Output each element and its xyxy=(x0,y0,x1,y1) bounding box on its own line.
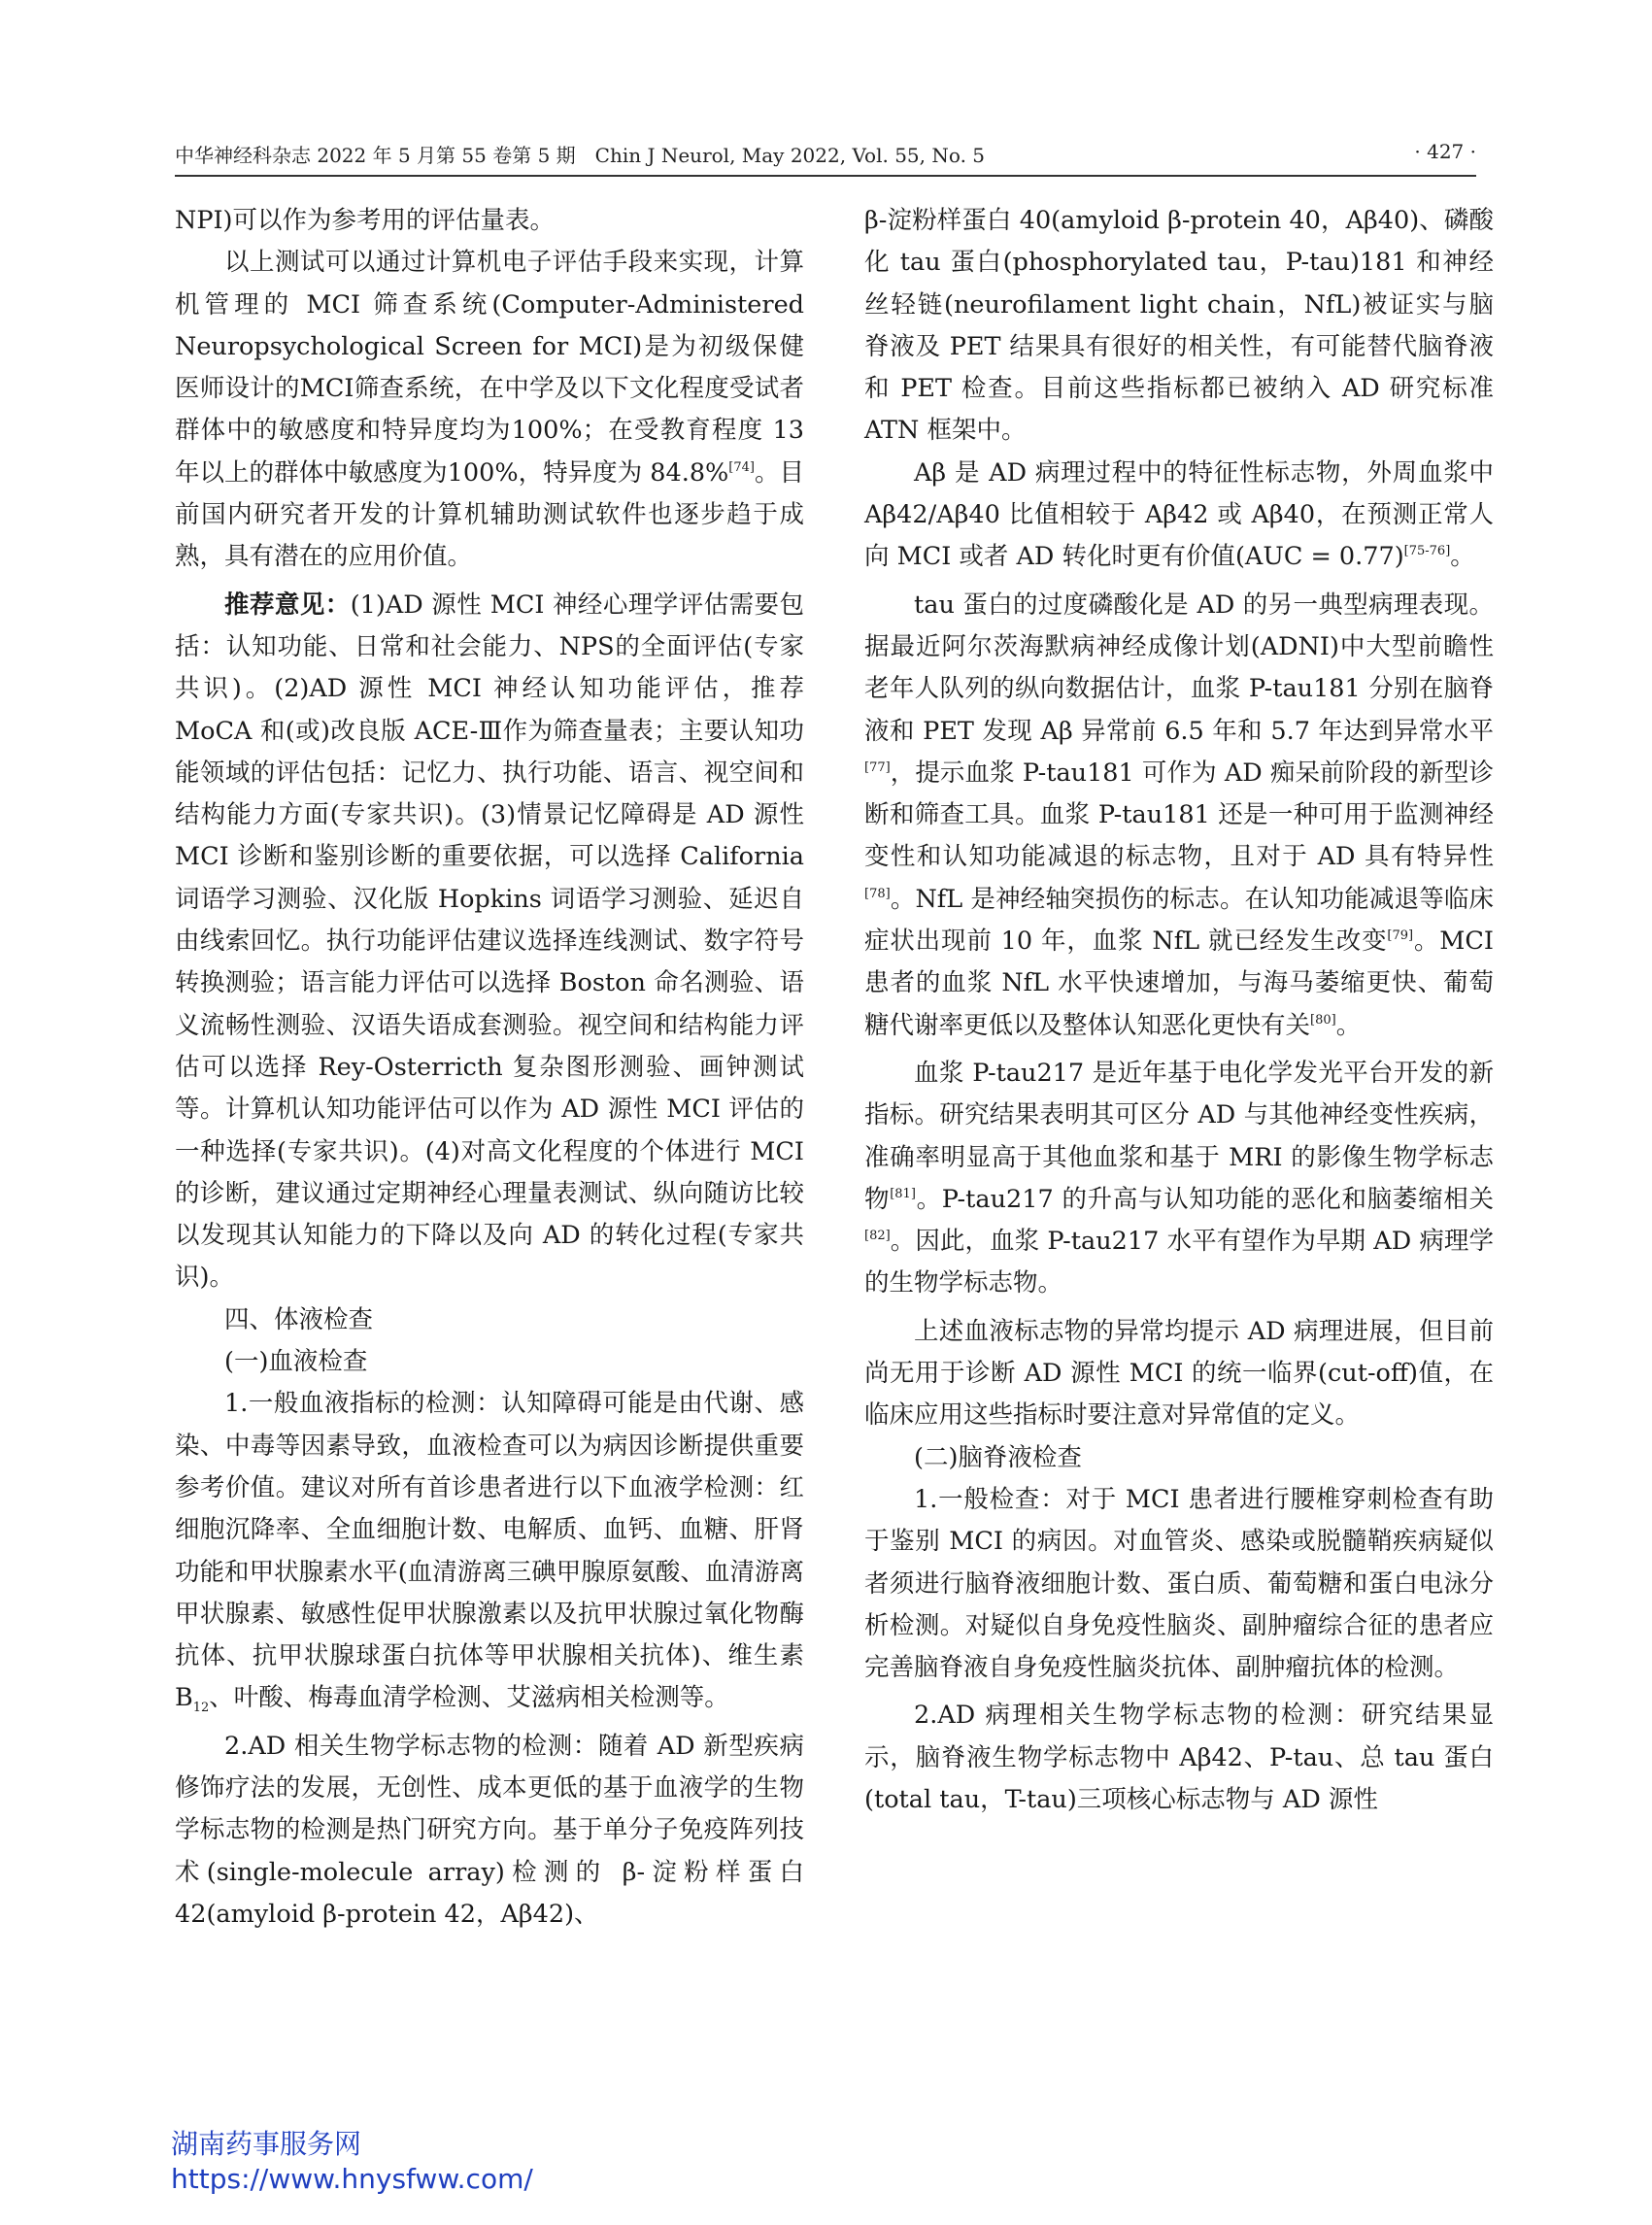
paragraph: 以上测试可以通过计算机电子评估手段来实现，计算机管理的 MCI 筛查系统(Computer-Administered Neuropsychological Screen for MCI)是为初级保健医师设计的MCI筛查系统，在中学及以下文化程度受试者群体中的敏感度和特异度均为100%；在受教育程度 13 年以上的群体中敏感度为100%，特异度为 84.8%[74]。目前国内研究者开发的计算机辅助测试软件也逐步趋于成熟，具有潜在的应用价值。 xyxy=(175,248,804,572)
paragraph: 2.AD 病理相关生物学标志物的检测：研究结果显示，脑脊液生物学标志物中 Aβ42、P-tau、总 tau 蛋白(total tau，T-tau)三项核心标志物与 AD 源性 xyxy=(864,1701,1494,1814)
right-column xyxy=(864,200,1494,1821)
paragraph: 2.AD 相关生物学标志物的检测：随着 AD 新型疾病修饰疗法的发展，无创性、成本更低的基于血液学的生物学标志物的检测是热门研究方向。基于单分子免疫阵列技术(single-molecule array)检测的 β-淀粉样蛋白 42(amyloid β-protein 42，Aβ42)、 xyxy=(175,1731,804,1929)
paragraph: 1.一般检查：对于 MCI 患者进行腰椎穿刺检查有助于鉴别 MCI 的病因。对血管炎、感染或脱髓鞘疾病疑似者须进行脑脊液细胞计数、蛋白质、葡萄糖和蛋白电泳分析检测。对疑似自身免疫性脑炎、副肿瘤综合征的患者应完善脑脊液自身免疫性脑炎抗体、副肿瘤抗体的检测。 xyxy=(864,1484,1494,1683)
citation-ref: [78] xyxy=(864,886,891,901)
paragraph: 血浆 P-tau217 是近年基于电化学发光平台开发的新指标。研究结果表明其可区分 AD 与其他神经变性疾病，准确率明显高于其他血浆和基于 MRI 的影像生物学标志物[81]。P-tau217 的升高与认知功能的恶化和脑萎缩相关[82]。因此，血浆 P-tau217 水平有望作为早期 AD 病理学的生物学标志物。 xyxy=(864,1058,1494,1298)
subsection-heading: (二)脑脊液检查 xyxy=(914,1442,1082,1472)
citation-ref: [77] xyxy=(864,759,891,775)
paragraph: Aβ 是 AD 病理过程中的特征性标志物，外周血浆中 Aβ42/Aβ40 比值相较于 Aβ42 或 Aβ40，在预测正常人向 MCI 或者 AD 转化时更有价值(AUC = 0.77)[75-76]。 xyxy=(864,457,1494,572)
paragraph: tau 蛋白的过度磷酸化是 AD 的另一典型病理表现。据最近阿尔茨海默病神经成像计划(ADNI)中大型前瞻性老年人队列的纵向数据估计，血浆 P-tau181 分别在脑脊液和 PET 发现 Aβ 异常前 6.5 年和 5.7 年达到异常水平[77]，提示血浆 P-tau181 可作为 AD 痴呆前阶段的新型诊断和筛查工具。血浆 P-tau181 还是一种可用于监测神经变性和认知功能减退的标志物，且对于 AD 具有特异性[78]。NfL 是神经轴突损伤的标志。在认知功能减退等临床症状出现前 10 年，血浆 NfL 就已经发生改变[79]。MCI 患者的血浆 NfL 水平快速增加，与海马萎缩更快、葡萄糖代谢率更低以及整体认知恶化更快有关[80]。 xyxy=(864,590,1494,1040)
header-rule xyxy=(175,175,1476,177)
citation-ref: [82] xyxy=(864,1229,891,1244)
citation-ref: [80] xyxy=(1310,1012,1336,1028)
page-number: · 427 · xyxy=(1414,140,1476,163)
citation-ref: [75-76] xyxy=(1403,544,1451,559)
paragraph: 1.一般血液指标的检测：认知障碍可能是由代谢、感染、中毒等因素导致，血液检查可以为病因诊断提供重要参考价值。建议对所有首诊患者进行以下血液学检测：红细胞沉降率、全血细胞计数、电解质、血钙、血糖、肝肾功能和甲状腺素水平(血清游离三碘甲腺原氨酸、血清游离甲状腺素、敏感性促甲状腺激素以及抗甲状腺过氧化物酶抗体、抗甲状腺球蛋白抗体等甲状腺相关抗体)、维生素 $B_{12}$、叶酸、梅毒血清学检测、艾滋病相关检测等。 xyxy=(175,1389,804,1716)
watermark-url[interactable]: https://www.hnysfww.com/ xyxy=(171,2163,533,2195)
watermark-footer xyxy=(171,2127,533,2197)
recommendation-paragraph: 推荐意见：(1)AD 源性 MCI 神经心理学评估需要包括：认知功能、日常和社会能力、NPS的全面评估(专家共识)。(2)AD 源性 MCI 神经认知功能评估，推荐 MoCA 和(或)改良版 ACE-Ⅲ作为筛查量表；主要认知功能领域的评估包括：记忆力、执行功能、语言、视空间和结构能力方面(专家共识)。(3)情景记忆障碍是 AD 源性 MCI 诊断和鉴别诊断的重要依据，可以选择 California 词语学习测验、汉化版 Hopkins 词语学习测验、延迟自由线索回忆。执行功能评估建议选择连线测试、数字符号转换测验；语言能力评估可以选择 Boston 命名测验、语义流畅性测验、汉语失语成套测验。视空间和结构能力评估可以选择 Rey-Osterricth 复杂图形测验、画钟测试等。计算机认知功能评估可以作为 AD 源性 MCI 评估的一种选择(专家共识)。(4)对高文化程度的个体进行 MCI 的诊断，建议通过定期神经心理量表测试、纵向随访比较以发现其认知能力的下降以及向 AD 的转化过程(专家共识)。 xyxy=(175,590,804,1293)
left-column xyxy=(175,200,804,1936)
citation-ref: [81] xyxy=(890,1186,916,1201)
recommendation-label: 推荐意见： xyxy=(224,590,351,620)
running-header xyxy=(175,134,1476,169)
paragraph: β-淀粉样蛋白 40(amyloid β-protein 40，Aβ40)、磷酸化 tau 蛋白(phosphorylated tau，P-tau)181 和神经丝轻链(neurofilament light chain，NfL)被证实与脑脊液及 PET 结果具有很好的相关性，有可能替代脑脊液和 PET 检查。目前这些指标都已被纳入 AD 研究标准 ATN 框架中。 xyxy=(864,206,1494,446)
section-heading: 四、体液检查 xyxy=(224,1304,374,1334)
citation-ref: [79] xyxy=(1387,928,1414,944)
subsection-heading: (一)血液检查 xyxy=(224,1347,368,1377)
journal-citation: 中华神经科杂志 2022 年 5 月第 55 卷第 5 期 Chin J Neurol, May 2022, Vol. 55, No. 5 xyxy=(175,144,986,167)
watermark-site-name: 湖南药事服务网 xyxy=(171,2128,362,2160)
paragraph: NPI)可以作为参考用的评估量表。 xyxy=(175,206,555,235)
citation-ref: [74] xyxy=(728,459,755,475)
paragraph: 上述血液标志物的异常均提示 AD 病理进展，但目前尚无用于诊断 AD 源性 MCI 的统一临界(cut-off)值，在临床应用这些指标时要注意对异常值的定义。 xyxy=(864,1316,1494,1431)
